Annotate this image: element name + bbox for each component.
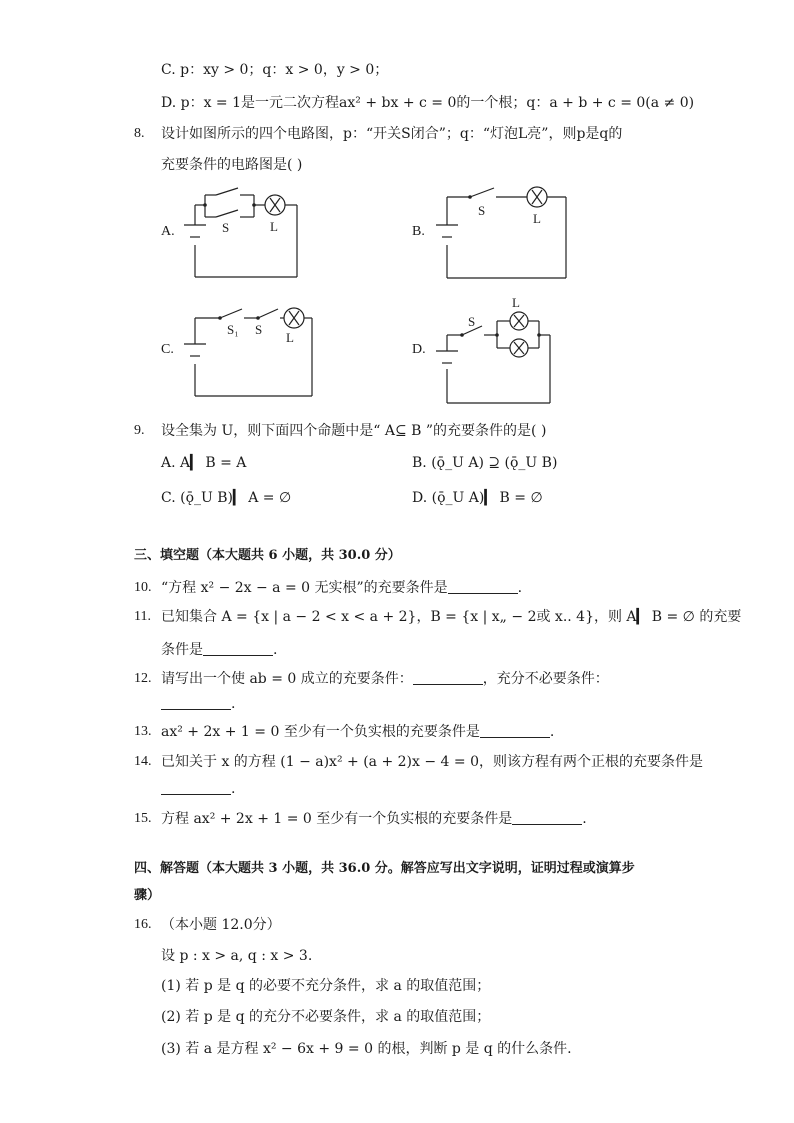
circuit-d-label: D. bbox=[412, 342, 426, 357]
q10-stem: “方程 x² − 2x − a = 0 无实根”的充要条件是 bbox=[161, 580, 448, 596]
circuit-diagram-d bbox=[432, 293, 562, 408]
answer-blank[interactable] bbox=[512, 810, 582, 825]
bulb-label: L bbox=[533, 211, 541, 226]
q13-text bbox=[161, 722, 554, 742]
question-number: 14. bbox=[134, 754, 152, 769]
q14-line2 bbox=[161, 779, 235, 799]
q9-option-a: A. A▎ B = A bbox=[161, 455, 247, 471]
circuit-diagram-a bbox=[180, 185, 305, 285]
q13-tail: . bbox=[549, 724, 555, 740]
switch-label: S bbox=[468, 314, 476, 329]
q7-option-d: D. p：x = 1是一元二次方程ax² + bx + c = 0的一个根；q：a + b + c = 0(a ≠ 0) bbox=[161, 95, 695, 111]
question-number: 10. bbox=[134, 580, 152, 595]
bulb-label: L bbox=[512, 295, 520, 310]
q12-mid: ，充分不必要条件： bbox=[482, 671, 609, 687]
switch-label: S bbox=[222, 220, 230, 235]
switch1-label: S₁ bbox=[227, 322, 239, 337]
q9-option-c: C. (ǭ_U B)▎ A = ∅ bbox=[161, 490, 292, 506]
q10-tail: . bbox=[517, 580, 523, 596]
answer-blank[interactable] bbox=[203, 641, 273, 656]
section-title: 四、解答题（本大题共 3 小题，共 36.0 分。解答应写出文字说明，证明过程或演算步 bbox=[134, 861, 635, 876]
q15-stem: 方程 ax² + 2x + 1 = 0 至少有一个负实根的充要条件是 bbox=[161, 811, 513, 827]
q16-part1: (1) 若 p 是 q 的必要不充分条件，求 a 的取值范围； bbox=[161, 978, 491, 994]
q11-line1: 已知集合 A = {x | a − 2 < x < a + 2}，B = {x | x„ − 2或 x.. 4}，则 A▎ B = ∅ 的充要 bbox=[161, 609, 742, 625]
q16-part2: (2) 若 p 是 q 的充分不必要条件，求 a 的取值范围； bbox=[161, 1009, 491, 1025]
bulb-label: L bbox=[286, 330, 294, 345]
q13-stem: ax² + 2x + 1 = 0 至少有一个负实根的充要条件是 bbox=[161, 724, 480, 740]
q11-tail: . bbox=[273, 642, 278, 658]
q9-stem: 设全集为 U，则下面四个命题中是“ A⊆ B ”的充要条件的是( ) bbox=[161, 423, 547, 439]
question-number: 16. bbox=[134, 917, 152, 932]
q7-option-c: C. p：xy > 0；q：x > 0，y > 0； bbox=[161, 62, 389, 78]
answer-blank[interactable] bbox=[413, 670, 483, 685]
q11-stem-end: 条件是 bbox=[161, 642, 203, 658]
circuit-diagram-c bbox=[180, 302, 320, 402]
q16-given: 设 p : x > a, q : x > 3. bbox=[161, 948, 313, 964]
q14-line1: 已知关于 x 的方程 (1 − a)x² + (a + 2)x − 4 = 0，则该方程有两个正根的充要条件是 bbox=[161, 754, 703, 770]
q12-line2 bbox=[161, 694, 235, 714]
question-number: 9. bbox=[134, 423, 145, 438]
circuit-a-label: A. bbox=[161, 224, 175, 239]
section-title-cont: 骤） bbox=[134, 888, 161, 903]
section-title: 三、填空题（本大题共 6 小题，共 30.0 分） bbox=[134, 548, 401, 563]
q15-tail: . bbox=[582, 811, 587, 827]
q8-stem-line1: 设计如图所示的四个电路图，p：“开关S闭合”；q：“灯泡L亮”，则p是q的 bbox=[161, 126, 623, 142]
question-number: 12. bbox=[134, 671, 152, 686]
q12-tail: . bbox=[231, 696, 236, 712]
q16-part3: (3) 若 a 是方程 x² − 6x + 9 = 0 的根，判断 p 是 q 的什么条件. bbox=[161, 1041, 572, 1057]
answer-blank[interactable] bbox=[480, 723, 550, 738]
q10-text bbox=[161, 578, 522, 598]
q11-line2 bbox=[161, 640, 277, 660]
q9-option-d: D. (ǭ_U A)▎ B = ∅ bbox=[412, 490, 543, 506]
question-number: 11. bbox=[134, 609, 151, 624]
q8-stem-line2: 充要条件的电路图是( ) bbox=[161, 157, 303, 173]
q15-text bbox=[161, 809, 587, 829]
question-number: 13. bbox=[134, 724, 152, 739]
q12-line1 bbox=[161, 669, 609, 689]
q9-option-b: B. (ǭ_U A) ⊇ (ǭ_U B) bbox=[412, 455, 558, 471]
answer-blank[interactable] bbox=[161, 780, 231, 795]
question-number: 8. bbox=[134, 126, 145, 141]
question-number: 15. bbox=[134, 811, 152, 826]
circuit-c-label: C. bbox=[161, 342, 174, 357]
switch2-label: S bbox=[255, 322, 263, 337]
switch-label: S bbox=[478, 203, 486, 218]
q12-stem: 请写出一个使 ab = 0 成立的充要条件： bbox=[161, 671, 413, 687]
circuit-diagram-b bbox=[432, 183, 572, 283]
answer-blank[interactable] bbox=[448, 579, 518, 594]
q16-points: （本小题 12.0分） bbox=[161, 917, 281, 933]
q14-tail: . bbox=[231, 781, 236, 797]
circuit-b-label: B. bbox=[412, 224, 425, 239]
answer-blank[interactable] bbox=[161, 695, 231, 710]
bulb-label: L bbox=[270, 219, 278, 234]
